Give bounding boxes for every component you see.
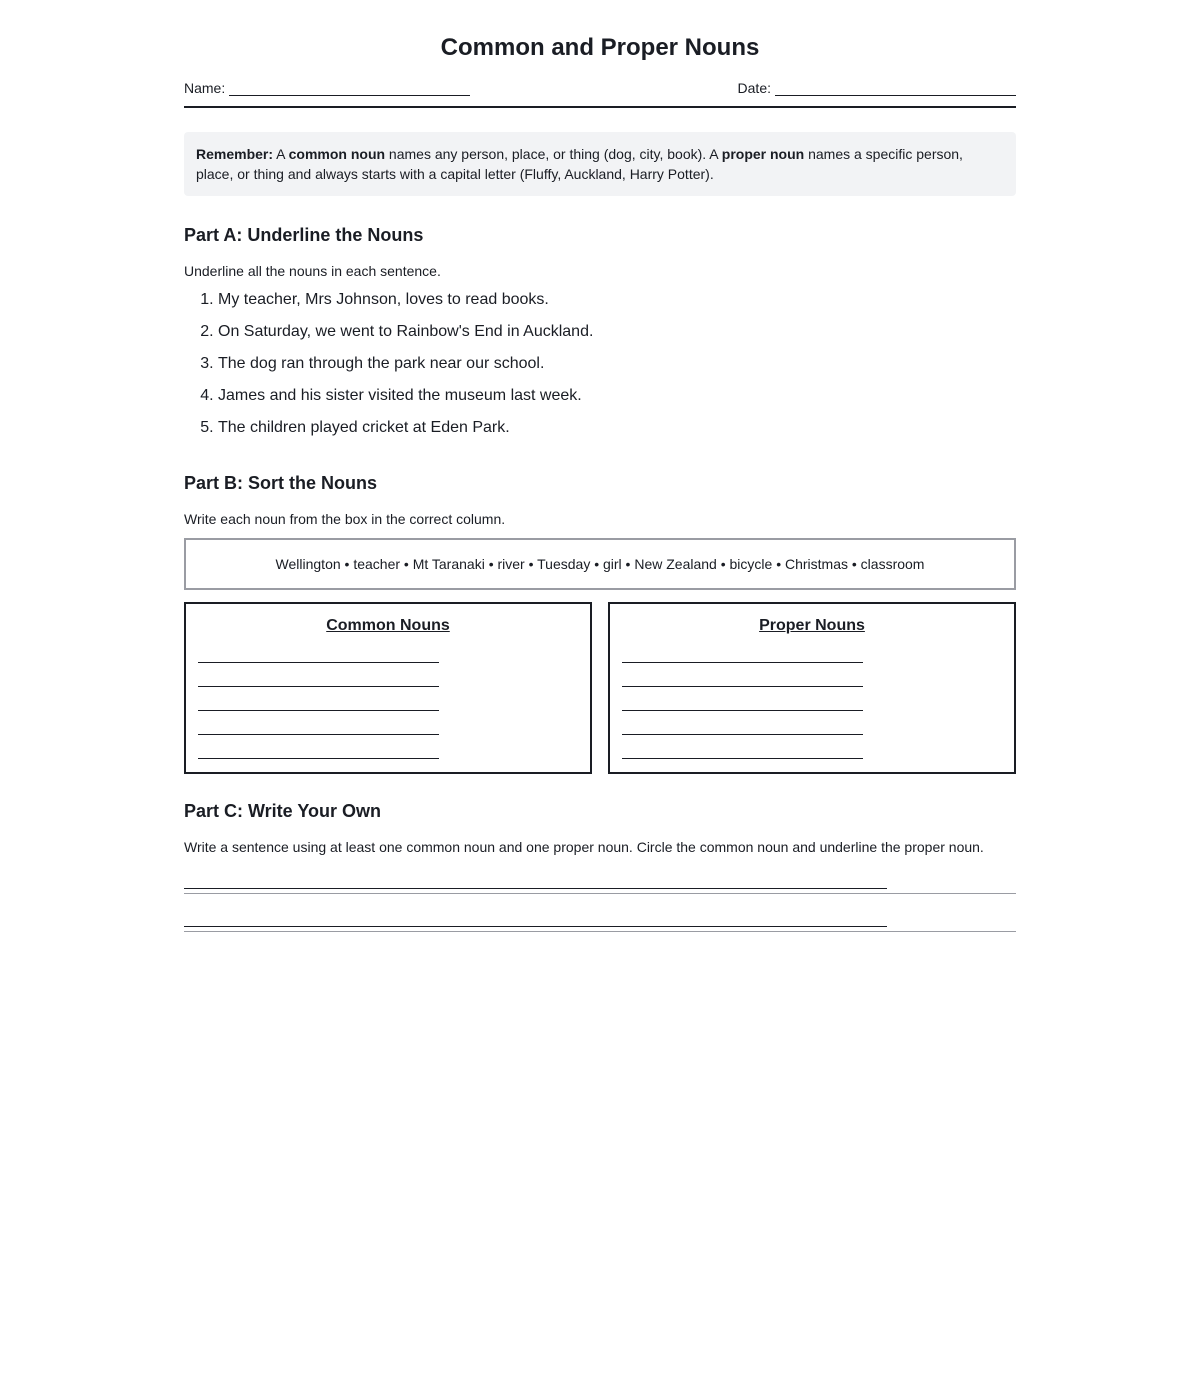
part-c-heading: Part C: Write Your Own xyxy=(184,801,382,821)
worksheet-page xyxy=(184,0,1016,932)
common-nouns-column xyxy=(184,602,592,774)
proper-noun-term: proper noun xyxy=(721,146,805,162)
answer-line[interactable] xyxy=(198,711,439,735)
part-a-instruction: Underline all the nouns in each sentence. xyxy=(184,263,441,279)
part-b-heading: Part B: Sort the Nouns xyxy=(184,473,378,493)
part-a-heading: Part A: Underline the Nouns xyxy=(184,225,424,245)
name-field xyxy=(184,80,470,96)
answer-line[interactable] xyxy=(622,663,863,687)
proper-nouns-column xyxy=(608,602,1016,774)
answer-line[interactable] xyxy=(198,636,439,663)
sentence-list xyxy=(184,284,1016,444)
word-bank-box xyxy=(184,538,1016,590)
answer-line[interactable] xyxy=(198,663,439,687)
writing-line[interactable] xyxy=(184,856,1016,894)
sentence-item: 4. James and his sister visited the museum last week. xyxy=(218,380,1016,412)
sentence-item: 3. The dog ran through the park near our school. xyxy=(218,348,1016,380)
date-label: Date: xyxy=(737,80,771,96)
date-field xyxy=(738,80,1016,96)
name-label: Name: xyxy=(184,80,226,96)
sort-columns xyxy=(184,602,1016,774)
name-blank-line[interactable] xyxy=(229,81,470,96)
answer-line[interactable] xyxy=(622,735,863,759)
sentence-item: 1. My teacher, Mrs Johnson, loves to read books. xyxy=(218,284,1016,316)
common-noun-term: common noun xyxy=(288,146,386,162)
remember-text-3: names a specific person, place, or thing and always starts with a capital letter (Fluffy, Auckland, Harry Potter). xyxy=(196,146,963,182)
remember-text-2: names any person, place, or thing (dog, city, book). A xyxy=(385,146,722,162)
sentence-item: 5. The children played cricket at Eden Park. xyxy=(218,412,1016,444)
sentence-item: 2. On Saturday, we went to Rainbow's End in Auckland. xyxy=(218,316,1016,348)
common-nouns-title: Common Nouns xyxy=(326,617,450,634)
part-c-instruction: Write a sentence using at least one common noun and one proper noun. Circle the common noun and underline the proper noun. xyxy=(184,839,984,855)
name-date-row xyxy=(184,80,1016,108)
remember-text-1: A xyxy=(273,146,289,162)
answer-line[interactable] xyxy=(198,687,439,711)
writing-line[interactable] xyxy=(184,894,1016,932)
date-blank-line[interactable] xyxy=(775,81,1016,96)
answer-line[interactable] xyxy=(622,636,863,663)
worksheet-title: Common and Proper Nouns xyxy=(440,34,760,61)
word-bank-text: Wellington • teacher • Mt Taranaki • river • Tuesday • girl • New Zealand • bicycle • Christmas • classroom xyxy=(275,556,925,572)
answer-line[interactable] xyxy=(622,687,863,711)
part-b-instruction: Write each noun from the box in the correct column. xyxy=(184,511,506,527)
remember-lead: Remember: xyxy=(196,146,274,162)
proper-nouns-title: Proper Nouns xyxy=(759,617,865,634)
remember-box xyxy=(184,132,1016,196)
answer-line[interactable] xyxy=(622,711,863,735)
answer-line[interactable] xyxy=(198,735,439,759)
